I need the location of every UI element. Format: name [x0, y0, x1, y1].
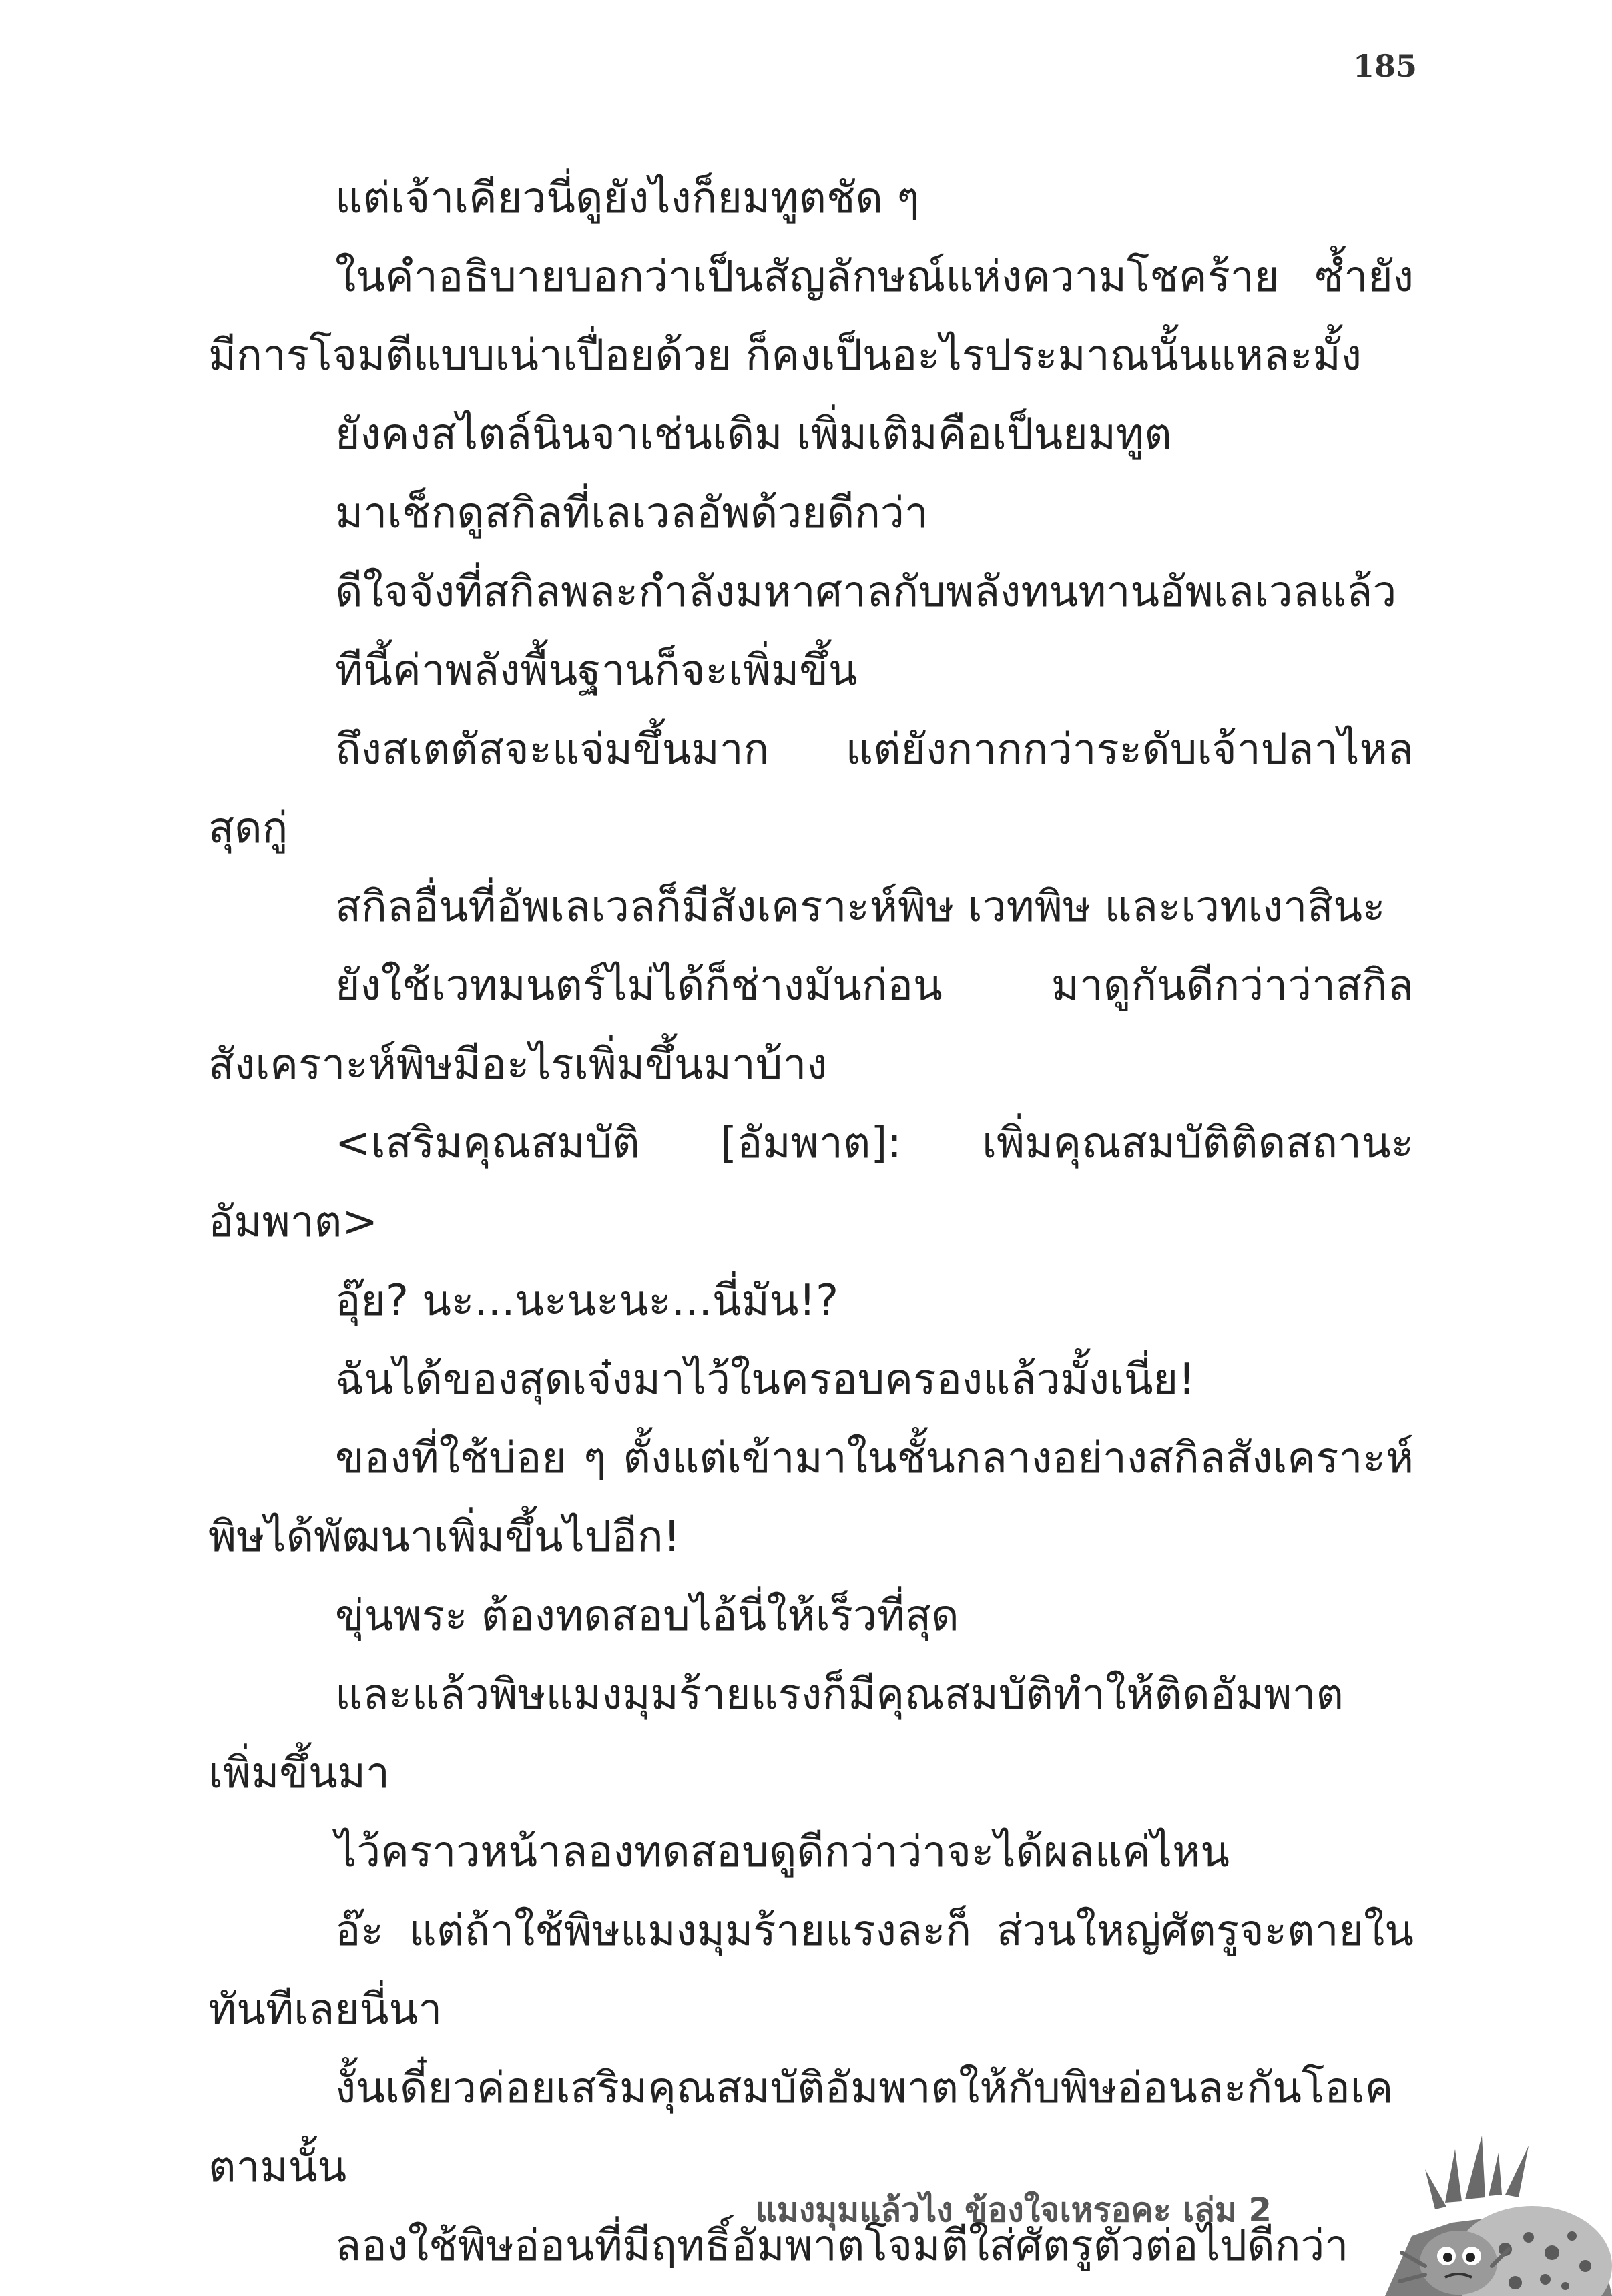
paragraph: มาเช็กดูสกิลที่เลเวลอัพด้วยดีกว่า [335, 489, 928, 538]
paragraph: อุ๊ย? นะ...นะนะนะ...นี่มัน!? [335, 1276, 839, 1326]
paragraph: ของที่ใช้บ่อย ๆ ตั้งแต่เข้ามาในชั้นกลางอย่างสกิลสังเคราะห์พิษได้พัฒนาเพิ่มขึ้นไปอีก! [208, 1434, 1414, 1562]
paragraph: และแล้วพิษแมงมุมร้ายแรงก็มีคุณสมบัติทำให้ติดอัมพาตเพิ่มขึ้นมา [208, 1670, 1344, 1798]
paragraph: ยังคงสไตล์นินจาเช่นเดิม เพิ่มเติมคือเป็นยมทูต [335, 410, 1172, 459]
paragraph: ยังใช้เวทมนตร์ไม่ได้ก็ช่างมันก่อน มาดูกันดีกว่าว่าสกิลสังเคราะห์พิษมีอะไรเพิ่มขึ้นมาบ้าง [208, 961, 1414, 1089]
paragraph: ขุ่นพระ ต้องทดสอบไอ้นี่ให้เร็วที่สุด [335, 1591, 959, 1641]
paragraph: สกิลอื่นที่อัพเลเวลก็มีสังเคราะห์พิษ เวทพิษ และเวทเงาสินะ [335, 882, 1386, 932]
footer-book-title: แมงมุมแล้วไง ข้องใจเหรอคะ เล่ม 2 [755, 2191, 1272, 2229]
paragraph: ฉันได้ของสุดเจ๋งมาไว้ในครอบครองแล้วมั้งเนี่ย! [335, 1355, 1195, 1404]
page-number: 185 [1352, 48, 1417, 84]
body-text [208, 159, 1414, 2285]
spider-mascot-illustration [1372, 2122, 1612, 2296]
paragraph: แต่เจ้าเคียวนี่ดูยังไงก็ยมทูตชัด ๆ [335, 174, 920, 223]
paragraph: ถึงสเตตัสจะแจ่มขึ้นมาก แต่ยังกากกว่าระดับเจ้าปลาไหลสุดกู่ [208, 725, 1414, 853]
paragraph: ลองใช้พิษอ่อนที่มีฤทธิ์อัมพาตโจมตีใส่ศัตรูตัวต่อไปดีกว่า [335, 2221, 1349, 2271]
paragraph: อ๊ะ แต่ถ้าใช้พิษแมงมุมร้ายแรงละก็ ส่วนใหญ่ศัตรูจะตายในทันทีเลยนี่นา [208, 1906, 1414, 2034]
paragraph: ทีนี้ค่าพลังพื้นฐานก็จะเพิ่มขึ้น [335, 646, 858, 695]
paragraph: ไว้คราวหน้าลองทดสอบดูดีกว่าว่าจะได้ผลแค่ไหน [335, 1827, 1230, 1877]
paragraph: งั้นเดี๋ยวค่อยเสริมคุณสมบัติอัมพาตให้กับพิษอ่อนละกันโอเค ตามนั้น [208, 2064, 1394, 2192]
paragraph: <เสริมคุณสมบัติ [อัมพาต]: เพิ่มคุณสมบัติติดสถานะอัมพาต> [208, 1119, 1414, 1247]
paragraph: ในคำอธิบายบอกว่าเป็นสัญลักษณ์แห่งความโชคร้าย ซ้ำยังมีการโจมตีแบบเน่าเปื่อยด้วย ก็คงเป็นอะไรประมาณนั้นแหละมั้ง [208, 252, 1414, 380]
paragraph: ดีใจจังที่สกิลพละกำลังมหาศาลกับพลังทนทานอัพเลเวลแล้ว [335, 567, 1397, 617]
